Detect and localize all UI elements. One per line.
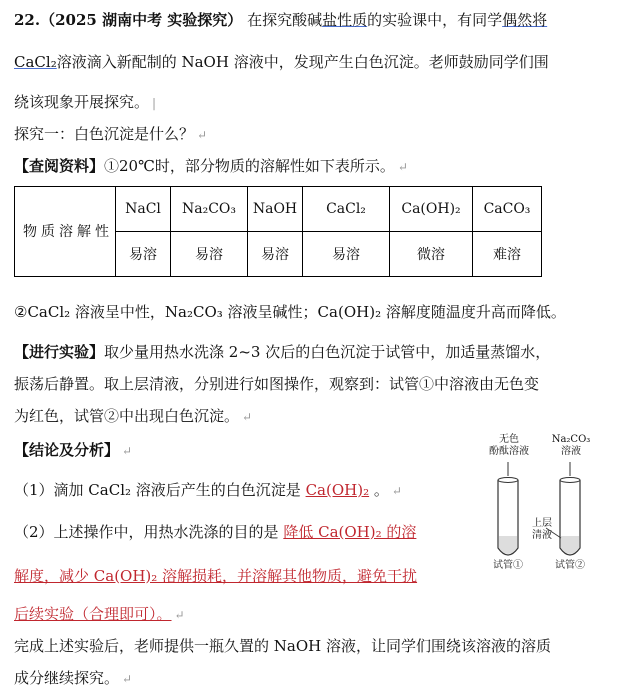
experiment-text-1: 取少量用热水洗涤 2~3 次后的白色沉淀于试管中，加适量蒸馏水， (104, 343, 551, 361)
experiment-line-1 (14, 342, 550, 362)
reference-item-1: ①20℃时，部分物质的溶解性如下表所示。 (104, 157, 395, 175)
solubility-cell: 易溶 (116, 232, 171, 277)
conclusion-heading (14, 440, 132, 461)
substance-cell: NaCl (116, 187, 171, 232)
substance-cell: CaCO₃ (473, 187, 542, 232)
closing-line-1 (14, 636, 551, 656)
question-line-2 (14, 52, 549, 72)
reference-tag: 【查阅资料】 (14, 157, 105, 175)
question-number: 22. (14, 11, 41, 29)
closing-text-2: 成分继续探究。 (14, 669, 120, 687)
experiment-text-3: 为红色，试管②中出现白色沉淀。 (14, 407, 240, 425)
reference-line-2 (14, 302, 566, 322)
intro-text-2: 的实验课中，有同学 (367, 11, 503, 29)
question-line-3-text: 绕该现象开展探究。 (14, 93, 150, 111)
label-supernatant-2: 清液 (532, 530, 552, 541)
closing-text-1: 完成上述实验后，老师提供一瓶久置的 NaOH 溶液，让同学们围绕该溶液的溶质 (14, 637, 551, 655)
table-row (15, 187, 542, 232)
test-tube-figure (484, 432, 622, 578)
conclusion-q2-cont (14, 566, 417, 586)
q2-answer-part-1: 降低 Ca(OH)₂ 的溶 (283, 523, 417, 541)
question-source: （2025 湖南中考 实验探究） (40, 11, 243, 29)
intro-salt: 盐性质 (322, 11, 368, 29)
text-cursor-icon: | (152, 96, 157, 110)
test-tubes-drawing (484, 432, 622, 578)
test-tube-2-liquid (561, 536, 579, 554)
reference-line-1 (14, 156, 408, 177)
test-tube-1-rim (498, 478, 518, 483)
intro-text-1: 在探究酸碱 (247, 11, 323, 29)
solubility-cell: 难溶 (473, 232, 542, 277)
tube-1-label: 试管① (493, 560, 523, 571)
label-supernatant-1: 上层 (532, 518, 552, 529)
q1-answer: Ca(OH)₂ (305, 481, 370, 499)
experiment-line-2 (14, 374, 539, 394)
experiment-text-2: 振荡后静置。取上层清液，分别进行如图操作，观察到：试管①中溶液由无色变 (14, 375, 540, 393)
paragraph-mark-icon: ↵ (242, 410, 253, 424)
paragraph-mark-icon: ↵ (391, 484, 402, 498)
conclusion-q1 (14, 480, 402, 501)
cacl2-formula: CaCl₂ (14, 53, 57, 71)
conclusion-q2 (14, 522, 416, 542)
solubility-cell: 微溶 (390, 232, 473, 277)
label-sodium-carbonate-2: 溶液 (561, 446, 581, 457)
paragraph-mark-icon: ↵ (397, 160, 408, 174)
substance-cell: NaOH (248, 187, 303, 232)
solubility-cell: 易溶 (248, 232, 303, 277)
experiment-tag: 【进行实验】 (14, 343, 105, 361)
paragraph-mark-icon: ↵ (197, 128, 208, 142)
q2-answer-part-3: 后续实验（合理即可）。 (14, 605, 172, 623)
paragraph-mark-icon: ↵ (122, 444, 133, 458)
q2-answer-part-2: 解度，减少 Ca(OH)₂ 溶解损耗，并溶解其他物质，避免干扰 (14, 567, 418, 585)
test-tube-2-rim (560, 478, 580, 483)
solubility-cell: 易溶 (303, 232, 390, 277)
q1-end: 。 (373, 481, 389, 499)
intro-accident: 偶然将 (502, 11, 548, 29)
reference-item-2: ②CaCl₂ 溶液呈中性，Na₂CO₃ 溶液呈碱性；Ca(OH)₂ 溶解度随温度升高而降低。 (14, 303, 566, 321)
solubility-table (14, 186, 542, 277)
solubility-cell: 易溶 (171, 232, 248, 277)
test-tube-1-liquid (499, 536, 517, 554)
label-sodium-carbonate-1: Na₂CO₃ (551, 434, 591, 445)
q1-text: （1）滴加 CaCl₂ 溶液后产生的白色沉淀是 (14, 481, 301, 499)
explore-one-text: 探究一：白色沉淀是什么？ (14, 125, 195, 143)
supernatant-pointer (546, 528, 561, 538)
conclusion-tag: 【结论及分析】 (14, 441, 120, 459)
substance-cell: CaCl₂ (303, 187, 390, 232)
closing-line-2 (14, 668, 132, 689)
question-line-2-text: 溶液滴入新配制的 NaOH 溶液中，发现产生白色沉淀。老师鼓励同学们围 (56, 53, 549, 71)
experiment-line-3 (14, 406, 252, 427)
q2-text: （2）上述操作中，用热水洗涤的目的是 (14, 523, 279, 541)
explore-one-heading (14, 124, 207, 145)
substance-cell: Na₂CO₃ (171, 187, 248, 232)
table-row-header: 物质溶解性 (15, 187, 116, 277)
tube-2-label: 试管② (555, 560, 585, 571)
label-phenolphthalein-2: 酚酞溶液 (489, 446, 529, 457)
paragraph-mark-icon: ↵ (174, 608, 185, 622)
substance-cell: Ca(OH)₂ (390, 187, 473, 232)
question-line-3 (14, 92, 156, 113)
question-header (14, 10, 547, 30)
conclusion-q2-end (14, 604, 185, 625)
paragraph-mark-icon: ↵ (122, 672, 133, 686)
label-phenolphthalein-1: 无色 (499, 434, 519, 445)
